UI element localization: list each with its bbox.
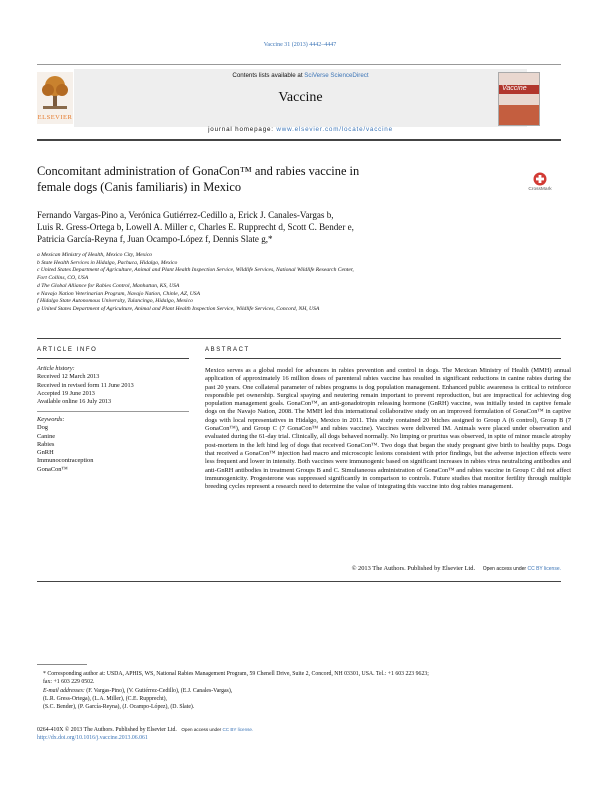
sciencedirect-link[interactable]: SciVerse ScienceDirect xyxy=(304,72,369,79)
abstract-bottom-rule xyxy=(37,581,561,582)
article-title-line-1: Concomitant administration of GonaCon™ and rabies vaccine in xyxy=(37,164,360,178)
keyword: GnRH xyxy=(37,449,54,457)
copyright-notice: © 2013 The Authors. Published by Elsevier Ltd. xyxy=(351,565,476,572)
crossmark-label: CrossMark xyxy=(528,187,552,192)
history-item: Accepted 19 June 2013 xyxy=(37,389,95,397)
article-title-line-2: female dogs (Canis familiaris) in Mexico xyxy=(37,180,242,194)
section-divider xyxy=(37,338,561,339)
journal-reference[interactable]: Vaccine 31 (2013) 4442–4447 xyxy=(263,42,337,48)
author-line: Patricia García-Reyna f, Juan Ocampo-López f, Dennis Slate g,* xyxy=(37,233,273,244)
keywords-label: Keywords: xyxy=(37,416,65,423)
issn-line: 0264-410X © 2013 The Authors. Published by Elsevier Ltd. xyxy=(37,727,177,733)
footer-open-access-prefix: Open access under xyxy=(181,727,223,732)
contents-prefix: Contents lists available at xyxy=(232,72,305,79)
fax-note: fax: +1 603 229 0502. xyxy=(43,679,95,686)
cover-title: Vaccine xyxy=(502,85,527,92)
footnotes xyxy=(43,670,563,711)
elsevier-wordmark: ELSEVIER xyxy=(37,114,73,121)
abstract-rule xyxy=(205,358,561,359)
abstract-body: Mexico serves as a global model for advances in rabies prevention and control in dogs. The Mexican Ministry of Health (MMH) annual application of approximately 16 million doses of parenteral rabies vaccine has resulted in significant reductions in canine rabies during the past 20 years. One collateral parameter of rabies programs is dog population management. Enhanced public awareness is critical to reinforce responsible pet ownership. Surgical spaying and neutering remain important to prevent reproduction, but are impractical for achieving dog population management goals. GonaCon™, an anti-gonadotropin releasing hormone (GnRH) vaccine, was initially tested in captive female dogs on the Navajo Nation, 2008. The MMH led this international collaborative study on an improved formulation of GonaCon™ in captive dogs with local representatives in Hidalgo, Mexico in 2011. This study contained 20 bitches assigned to Group A (6 control), Group B (7 GonaCon™), and Group C (7 GonaCon™ and rabies vaccine). Vaccines were delivered IM. Animals were placed under observation and evaluated during the 61-day trial. Clinically, all dogs behaved normally. No limping or pruritus was observed, in spite of minor muscle atrophy post-mortem in the left hind leg of dogs that received GonaCon™. Two dogs that began the study pregnant give birth to healthy pups. Dogs that received a GonaCon™ injection had macro and microscopic lesions consistent with prior findings, but the adverse injection effects were less frequent and lower in intensity. Both vaccines were immunogenic based on significant increases in rabies virus neutralizing antibodies and anti-GnRH antibodies in treatment Groups B and C. Simultaneous administration of GonaCon™ and rabies vaccine in Group C did not affect immunogenicity. Progesterone was suppressed significantly in comparison to controls. Future studies that monitor fertility through multiple breeding cycles represent a research need to determine the value of integrating this vaccine into dog rabies management. xyxy=(205,367,571,491)
cover-image xyxy=(499,105,539,125)
homepage-link[interactable]: www.elsevier.com/locate/vaccine xyxy=(276,126,393,133)
abstract-copyright-line xyxy=(205,565,561,572)
article-info-rule xyxy=(37,358,189,359)
crossmark-badge[interactable] xyxy=(520,172,560,194)
corresponding-author-note: * Corresponding author at: USDA, APHIS, WS, National Rabies Management Program, 59 Chenell Drive, Suite 2, Concord, NH 03301, USA. Tel.: +1 603 223 9623; xyxy=(43,671,429,677)
keywords-rule xyxy=(37,411,189,412)
keyword: GonaCon™ xyxy=(37,465,68,473)
footnote-rule xyxy=(37,664,87,665)
email-label: E-mail addresses: xyxy=(43,687,85,694)
author-list xyxy=(37,210,537,246)
contents-line xyxy=(74,72,527,79)
affiliation: f Hidalgo State Autonomous University, Tulancingo, Hidalgo, Mexico xyxy=(37,298,193,305)
keyword: Immunocontraception xyxy=(37,457,94,465)
history-label: Article history: xyxy=(37,365,75,372)
journal-cover-thumbnail xyxy=(498,72,540,126)
open-access-prefix: Open access under xyxy=(482,566,528,572)
keywords xyxy=(37,416,197,474)
affiliation: e Navajo Nation Veterinarian Program, Navajo Nation, Chinle, AZ, USA xyxy=(37,290,200,297)
page-footer xyxy=(37,726,557,742)
affiliation: g United States Department of Agriculture, Animal and Plant Health Inspection Service, Wildlife Services, Concord, NH, USA xyxy=(37,305,320,312)
affiliation: c United States Department of Agriculture, Animal and Plant Health Inspection Service, Wildlife Services, National Wildlife Research Center, xyxy=(37,267,354,274)
email-list: (S.C. Bender), (P. García-Reyna), (J. Ocampo-López), (D. Slate). xyxy=(43,704,195,711)
cc-by-license-link[interactable]: CC BY license. xyxy=(527,566,561,572)
article-info-heading: ARTICLE INFO xyxy=(37,347,98,353)
history-item: Received 12 March 2013 xyxy=(37,373,100,381)
keyword: Canine xyxy=(37,432,56,440)
journal-title: Vaccine xyxy=(278,90,323,105)
article-history xyxy=(37,365,197,406)
elsevier-tree-icon xyxy=(37,72,73,112)
author-line: Fernando Vargas-Pino a, Verónica Gutiérrez-Cedillo a, Erick J. Canales-Vargas b, xyxy=(37,210,334,220)
affiliation: Fort Collins, CO, USA xyxy=(37,275,89,282)
crossmark-icon xyxy=(533,172,547,186)
homepage-line xyxy=(74,126,527,133)
keyword: Dog xyxy=(37,424,49,432)
email-list: (L.R. Gress-Ortega), (L.A. Miller), (C.E. Rupprecht), xyxy=(43,695,167,702)
history-item: Received in revised form 11 June 2013 xyxy=(37,381,134,389)
affiliation: a Mexican Ministry of Health, Mexico City, Mexico xyxy=(37,252,153,258)
history-item: Available online 16 July 2013 xyxy=(37,398,112,406)
author-line: Luis R. Gress-Ortega b, Lowell A. Miller c, Charles E. Rupprecht d, Scott C. Bender e, xyxy=(37,221,354,232)
abstract-heading: ABSTRACT xyxy=(205,347,250,353)
keyword: Rabies xyxy=(37,440,55,448)
email-list: (F. Vargas-Pino), (V. Gutiérrez-Cedillo), (E.J. Canales-Vargas), xyxy=(86,687,233,694)
article-title xyxy=(37,163,497,195)
affiliation: b State Health Services in Hidalgo, Pachuca, Hidalgo, Mexico xyxy=(37,259,178,266)
affiliation: d The Global Alliance for Rabies Control, Manhattan, KS, USA xyxy=(37,282,180,289)
homepage-prefix: journal homepage: xyxy=(208,126,277,133)
footer-cc-by-link[interactable]: CC BY license. xyxy=(222,727,254,732)
elsevier-logo xyxy=(37,72,73,124)
affiliation-list xyxy=(37,252,557,314)
doi-link[interactable]: http://dx.doi.org/10.1016/j.vaccine.2013.06.061 xyxy=(37,735,148,741)
